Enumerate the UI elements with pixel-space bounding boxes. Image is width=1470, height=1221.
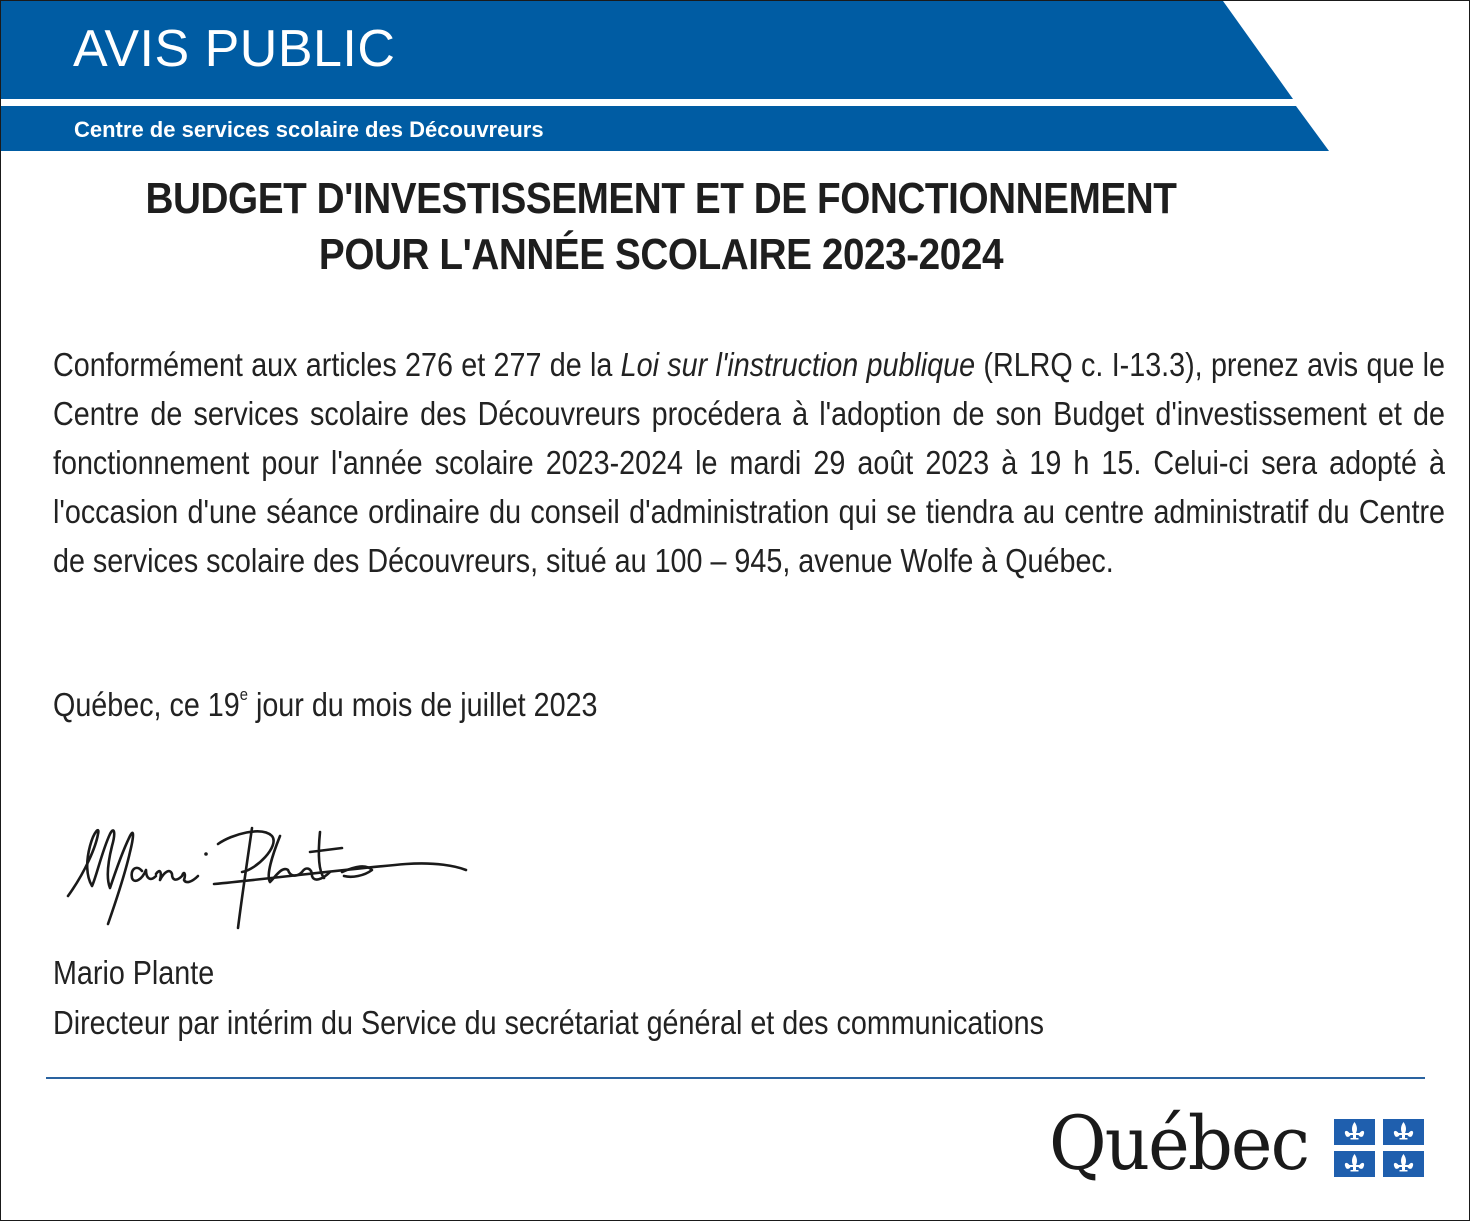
banner-title: AVIS PUBLIC (73, 20, 396, 78)
document-title (1, 171, 1321, 283)
date-ordinal-suffix: e (239, 685, 248, 704)
fleur-de-lis-flag-icon (1334, 1119, 1424, 1177)
law-name: Loi sur l'instruction publique (620, 346, 976, 383)
document-title-line-2: POUR L'ANNÉE SCOLAIRE 2023-2024 (318, 230, 1004, 279)
signer-name: Mario Plante (53, 954, 215, 991)
handwritten-signature (56, 796, 476, 946)
banner-organization: Centre de services scolaire des Découvreurs (74, 117, 544, 142)
signer-block (53, 948, 1044, 1048)
signer-role: Directeur par intérim du Service du secrétariat général et des communications (53, 1004, 1044, 1041)
header-banner (1, 1, 1331, 151)
date-rest: jour du mois de juillet 2023 (247, 686, 598, 723)
footer-divider (46, 1077, 1425, 1079)
date-prefix: Québec, ce 19 (53, 686, 240, 723)
notice-body (53, 340, 1445, 585)
paragraph-intro: Conformément aux articles 276 et 277 de la (53, 346, 613, 383)
quebec-logo-text: Québec (1049, 1101, 1309, 1187)
document-title-line-1: BUDGET D'INVESTISSEMENT ET DE FONCTIONNEMENT (145, 174, 1177, 223)
notice-paragraph (53, 340, 1445, 585)
paragraph-main: (RLRQ c. I-13.3), prenez avis que le Centre de services scolaire des Découvreurs procédera à l'adoption de son Budget d'investissement et de fonctionnement pour l'année scolaire 2023-2024 le mardi 29 août 2023 à 19 h 15. Celui-ci sera adopté à l'occasion d'une séance ordinaire du conseil d'administration qui se tiendra au centre administratif du Centre de services scolaire des Découvreurs, situé au 100 – 945, avenue Wolfe à Québec. (53, 346, 1446, 579)
date-line (53, 686, 598, 724)
